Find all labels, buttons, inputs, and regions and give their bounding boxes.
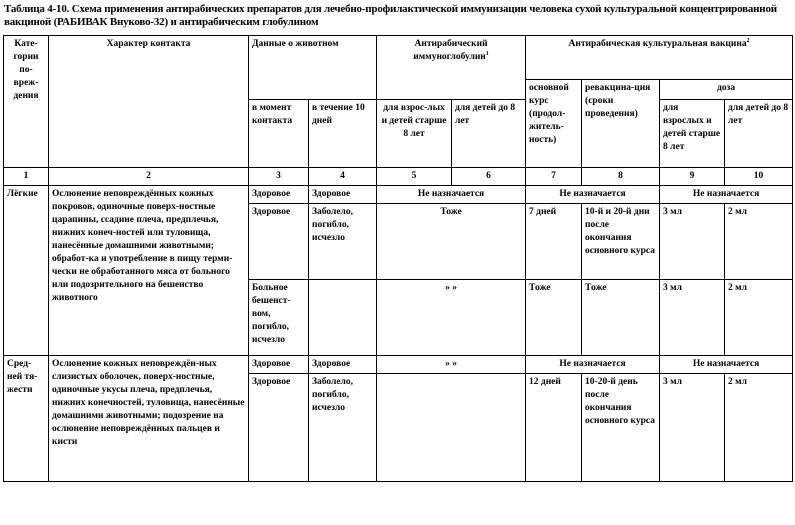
cell-dose-adult: 3 мл: [660, 374, 725, 482]
col-number: 10: [725, 168, 793, 186]
col-number: 4: [309, 168, 377, 186]
header-ig-adults: для взрос-лых и детей старше 8 лет: [377, 100, 452, 168]
header-ig-children: для детей до 8 лет: [452, 100, 526, 168]
cell-dose-adult: 3 мл: [660, 280, 725, 356]
table-title: Таблица 4-10. Схема применения антирабических препаратов для лечебно-профилактической иммунизации человека сухой культуральной концентрированной вакциной (РАБИВАК Внуково-32) и антирабическим глобулином: [4, 3, 777, 28]
col-number: 2: [49, 168, 249, 186]
header-animal: Данные о животном: [249, 36, 377, 100]
cell-revaccination: Тоже: [582, 280, 660, 356]
cell-dose-child: 2 мл: [725, 374, 793, 482]
header-dose-adults: для взрослых и детей старше 8 лет: [660, 100, 725, 168]
col-number: 3: [249, 168, 309, 186]
cell-vaccine: Не назначается: [526, 356, 660, 374]
header-main-course: основной курс (продол-житель-ность): [526, 80, 582, 168]
cell-dose-child: 2 мл: [725, 280, 793, 356]
col-number: 9: [660, 168, 725, 186]
contact-medium: Ослюнение кожных неповреждён-ных слизистых оболочек, поверх-ностные, одиночные укусы плеча, предплечья, нижних конечностей, туловища, нанесённые домашними животными; подозрение на ослюнение неповреждённых пальцев и кисти: [49, 356, 249, 482]
cell-dose-adult: 3 мл: [660, 204, 725, 280]
immunization-table: [3, 35, 793, 482]
table-row: [4, 186, 793, 204]
cell-ig: [377, 374, 526, 482]
cell-ig: » »: [377, 356, 526, 374]
header-dose: доза: [660, 80, 793, 100]
cell-within-10: Заболело, погибло, исчезло: [309, 374, 377, 482]
cell-revaccination: 10-20-й день после окончания основного курса: [582, 374, 660, 482]
cell-ig: Не назначается: [377, 186, 526, 204]
cell-at-contact: Здоровое: [249, 204, 309, 280]
header-dose-children: для детей до 8 лет: [725, 100, 793, 168]
header-immunoglobulin: Антирабический иммуноглобулин$^1$: [377, 36, 526, 100]
cell-dose: Не назначается: [660, 186, 793, 204]
cell-dose-child: 2 мл: [725, 204, 793, 280]
cell-within-10: [309, 280, 377, 356]
header-contact: Характер контакта: [49, 36, 249, 168]
contact-light: Ослюнение неповреждённых кожных покровов, одиночные поверх-ностные царапины, ссадине плеча, предплечья, нижних конеч-ностей или туловища, нанесённые домашними животными; обработ-ка и употребление в пищу терми-чески не обработанного мяса от больного или подозрительного на бешенство животного: [49, 186, 249, 356]
cell-within-10: Заболело, погибло, исчезло: [309, 204, 377, 280]
cell-main-course: Тоже: [526, 280, 582, 356]
cell-within-10: Здоровое: [309, 186, 377, 204]
cell-at-contact: Здоровое: [249, 356, 309, 374]
col-number: 5: [377, 168, 452, 186]
cell-main-course: 12 дней: [526, 374, 582, 482]
cell-ig: Тоже: [377, 204, 526, 280]
table-row: [4, 356, 793, 374]
header-at-contact: в момент контакта: [249, 100, 309, 168]
cell-main-course: 7 дней: [526, 204, 582, 280]
col-number: 1: [4, 168, 49, 186]
cell-dose: Не назначается: [660, 356, 793, 374]
cell-ig: » »: [377, 280, 526, 356]
header-category: Кате-гории по-вреж-дения: [4, 36, 49, 168]
cell-at-contact: Здоровое: [249, 374, 309, 482]
cell-at-contact: Здоровое: [249, 186, 309, 204]
category-medium: Сред-ней тя-жести: [4, 356, 49, 482]
cell-within-10: Здоровое: [309, 356, 377, 374]
col-number: 7: [526, 168, 582, 186]
header-within-10-days: в течение 10 дней: [309, 100, 377, 168]
category-light: Лёгкие: [4, 186, 49, 356]
header-vaccine: Антирабическая культуральная вакцина$^2$: [526, 36, 793, 80]
cell-vaccine: Не назначается: [526, 186, 660, 204]
cell-at-contact: Больное бешенст-вом, погибло, исчезло: [249, 280, 309, 356]
cell-revaccination: 10-й и 20-й дни после окончания основного курса: [582, 204, 660, 280]
col-number: 8: [582, 168, 660, 186]
header-revaccination: ревакцина-ция (сроки проведения): [582, 80, 660, 168]
col-number: 6: [452, 168, 526, 186]
